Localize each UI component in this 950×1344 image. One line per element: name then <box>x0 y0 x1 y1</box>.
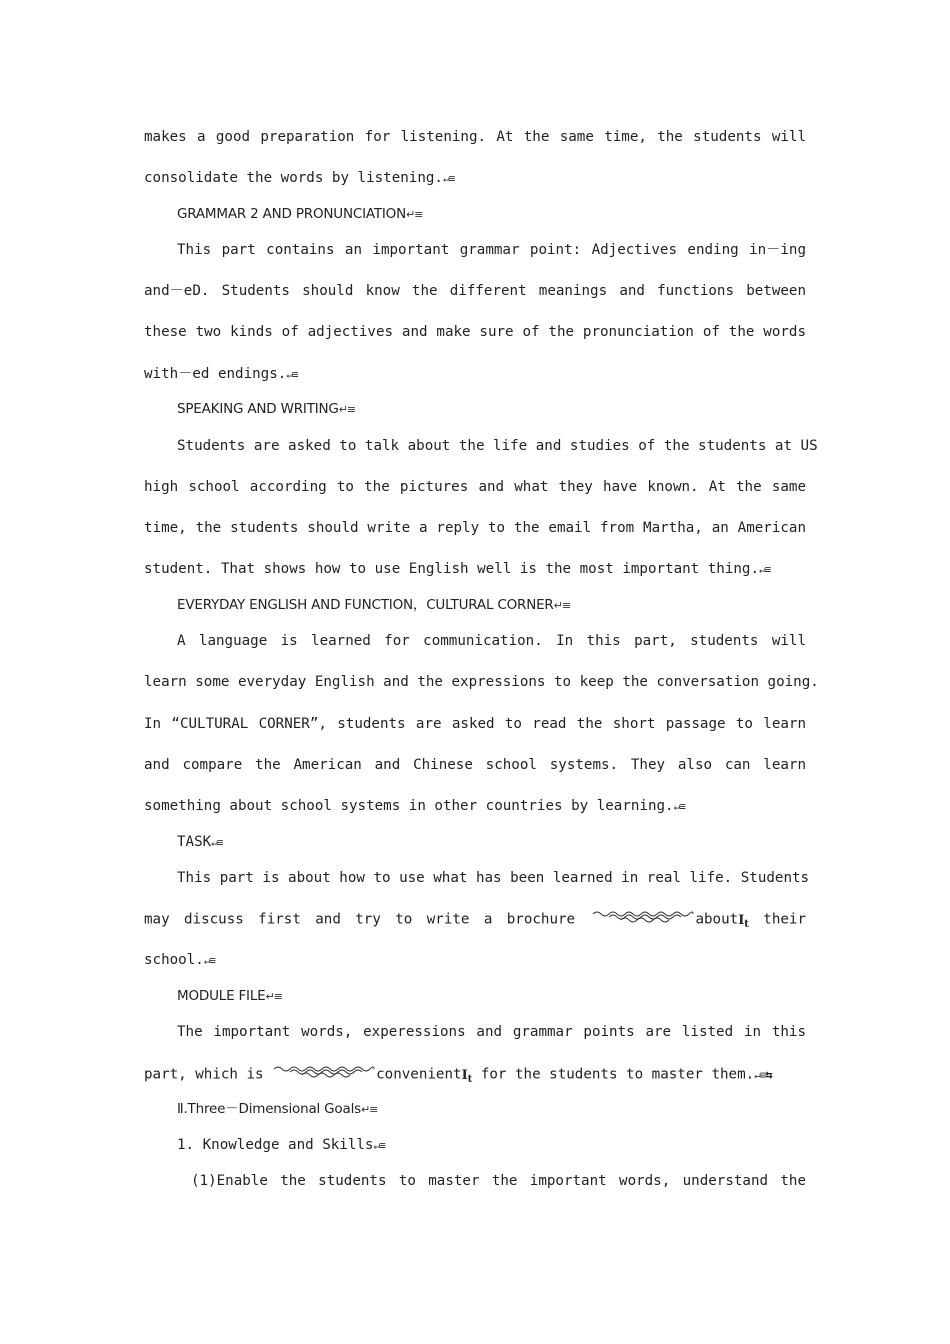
paragraph-line: In “CULTURAL CORNER”, students are asked to read the short passage to learn <box>144 716 806 732</box>
section-heading: Ⅱ.Three－Dimensional Goals↵≡ <box>177 1101 378 1117</box>
paragraph-line: Students are asked to talk about the life and studies of the students at US <box>177 438 818 454</box>
paragraph-mark-icon: ↵≡ <box>553 599 571 612</box>
paragraph-line: makes a good preparation for listening. At the same time, the students will <box>144 129 806 145</box>
paragraph-line: may discuss first and try to write a brochure aboutI$_t$ their <box>144 908 806 930</box>
paragraph-mark-icon: ↵≡ <box>673 800 685 813</box>
paragraph-line: consolidate the words by listening.↵≡ <box>144 170 455 186</box>
swap-arrow-icon: ⇆ <box>765 1067 773 1082</box>
paragraph-mark-icon: ↵≡ <box>203 954 216 967</box>
paragraph-mark-icon: ↵≡ <box>265 990 282 1003</box>
list-item: 1. Knowledge and Skills↵≡ <box>177 1137 385 1153</box>
paragraph-line: something about school systems in other countries by learning.↵≡ <box>144 798 685 814</box>
section-heading: SPEAKING AND WRITING↵≡ <box>177 401 356 417</box>
paragraph-mark-icon: ↵≡ <box>406 208 423 221</box>
paragraph-line: and compare the American and Chinese school systems. They also can learn <box>144 757 806 773</box>
paragraph-mark-icon: ↵≡ <box>211 836 223 849</box>
paragraph-mark-icon: ↵≡ <box>373 1139 385 1152</box>
paragraph-line: The important words, experessions and grammar points are listed in this <box>177 1024 806 1040</box>
paragraph-line: part, which is convenientI$_t$ for the students to master them.↵≡⇆ <box>144 1063 806 1085</box>
paragraph-line: time, the students should write a reply to the email from Martha, an American <box>144 520 806 536</box>
paragraph-mark-icon: ↵≡ <box>442 172 455 185</box>
wavy-underline-icon <box>591 908 695 931</box>
paragraph-line: high school according to the pictures and what they have known. At the same <box>144 479 806 495</box>
paragraph-mark-icon: ↵≡ <box>338 403 356 416</box>
section-heading: MODULE FILE↵≡ <box>177 988 282 1004</box>
paragraph-line: This part is about how to use what has been learned in real life. Students <box>177 870 810 886</box>
wavy-underline-icon <box>272 1063 376 1086</box>
paragraph-mark-icon: ↵≡ <box>754 1068 766 1082</box>
section-heading: GRAMMAR 2 AND PRONUNCIATION↵≡ <box>177 206 423 222</box>
paragraph-line: with－ed endings.↵≡ <box>144 366 298 382</box>
paragraph-mark-icon: ↵≡ <box>286 368 298 381</box>
paragraph-line: school.↵≡ <box>144 952 216 968</box>
section-heading: TASK↵≡ <box>177 834 223 850</box>
paragraph-line: and－eD. Students should know the different meanings and functions between <box>144 283 806 299</box>
paragraph-mark-icon: ↵≡ <box>759 563 771 576</box>
paragraph-mark-icon: ↵≡ <box>360 1103 378 1116</box>
paragraph-line: these two kinds of adjectives and make sure of the pronunciation of the words <box>144 324 806 340</box>
list-item: (1)Enable the students to master the important words, understand the <box>191 1173 806 1189</box>
paragraph-line: student. That shows how to use English well is the most important thing.↵≡ <box>144 561 771 577</box>
paragraph-line: This part contains an important grammar point: Adjectives ending in－ing <box>177 242 806 258</box>
paragraph-line: A language is learned for communication. In this part, students will <box>177 633 806 649</box>
paragraph-line: learn some everyday English and the expressions to keep the conversation going. <box>144 674 819 690</box>
section-heading: EVERYDAY ENGLISH AND FUNCTION，CULTURAL CORNER↵≡ <box>177 597 571 613</box>
